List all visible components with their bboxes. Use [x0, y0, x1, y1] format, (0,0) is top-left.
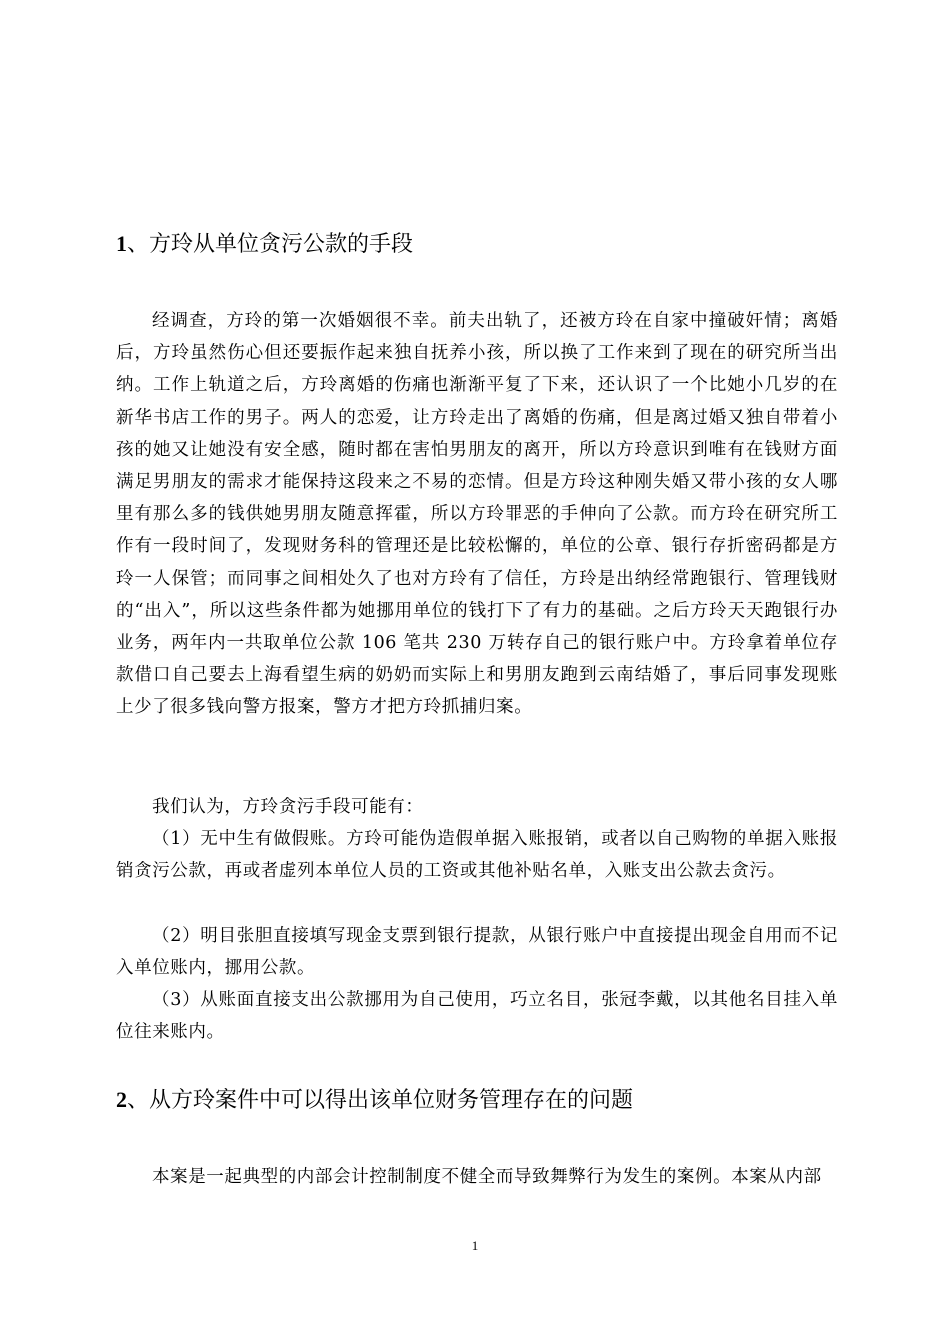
section-1-paragraph-1: 经调查，方玲的第一次婚姻很不幸。前夫出轨了，还被方玲在自家中撞破奸情；离婚后，方玲虽然伤心但还要振作起来独自抚养小孩，所以换了工作来到了现在的研究所当出纳。工作上轨道之后，方玲离婚的伤痛也渐渐平复了下来，还认识了一个比她小几岁的在新华书店工作的男子。两人的恋爱，让方玲走出了离婚的伤痛，但是离过婚又独自带着小孩的她又让她没有安全感，随时都在害怕男朋友的离开，所以方玲意识到唯有在钱财方面满足男朋友的需求才能保持这段来之不易的恋情。但是方玲这种刚失婚又带小孩的女人哪里有那么多的钱供她男朋友随意挥霍，所以方玲罪恶的手伸向了公款。而方玲在研究所工作有一段时间了，发现财务科的管理还是比较松懈的，单位的公章、银行存折密码都是方玲一人保管；而同事之间相处久了也对方玲有了信任，方玲是出纳经常跑银行、管理钱财的“出入”，所以这些条件都为她挪用单位的钱打下了有力的基础。之后方玲天天跑银行办业务，两年内一共取单位公款 106 笔共 230 万转存自己的银行账户中。方玲拿着单位存款借口自己要去上海看望生病的奶奶而实际上和男朋友跑到云南结婚了，事后同事发现账上少了很多钱向警方报案，警方才把方玲抓捕归案。: [116, 311, 838, 718]
section-2-title: 、从方玲案件中可以得出该单位财务管理存在的问题: [127, 1088, 634, 1113]
page-number: 1: [471, 1238, 479, 1253]
section-1-paragraph-5: （3）从账面直接支出公款挪用为自己使用，巧立名目，张冠李戴，以其他名目挂入单位往来账内。: [116, 990, 838, 1043]
section-2-number: 2: [116, 1087, 127, 1112]
section-1-number: 1: [116, 231, 127, 256]
section-2-paragraph-1: 本案是一起典型的内部会计控制制度不健全而导致舞弊行为发生的案例。本案从内部: [152, 1167, 822, 1187]
section-1-paragraph-2: 我们认为，方玲贪污手段可能有：: [152, 797, 424, 817]
section-2-heading: [116, 1085, 633, 1116]
section-1-title: 、方玲从单位贪污公款的手段: [127, 232, 414, 257]
section-1-paragraph-4: （2）明目张胆直接填写现金支票到银行提款，从银行账户中直接提出现金自用而不记入单位账内，挪用公款。: [116, 926, 838, 979]
section-1-paragraph-3: （1）无中生有做假账。方玲可能伪造假单据入账报销，或者以自己购物的单据入账报销贪污公款，再或者虚列本单位人员的工资或其他补贴名单，入账支出公款去贪污。: [116, 829, 838, 882]
section-1-heading: [116, 229, 413, 260]
